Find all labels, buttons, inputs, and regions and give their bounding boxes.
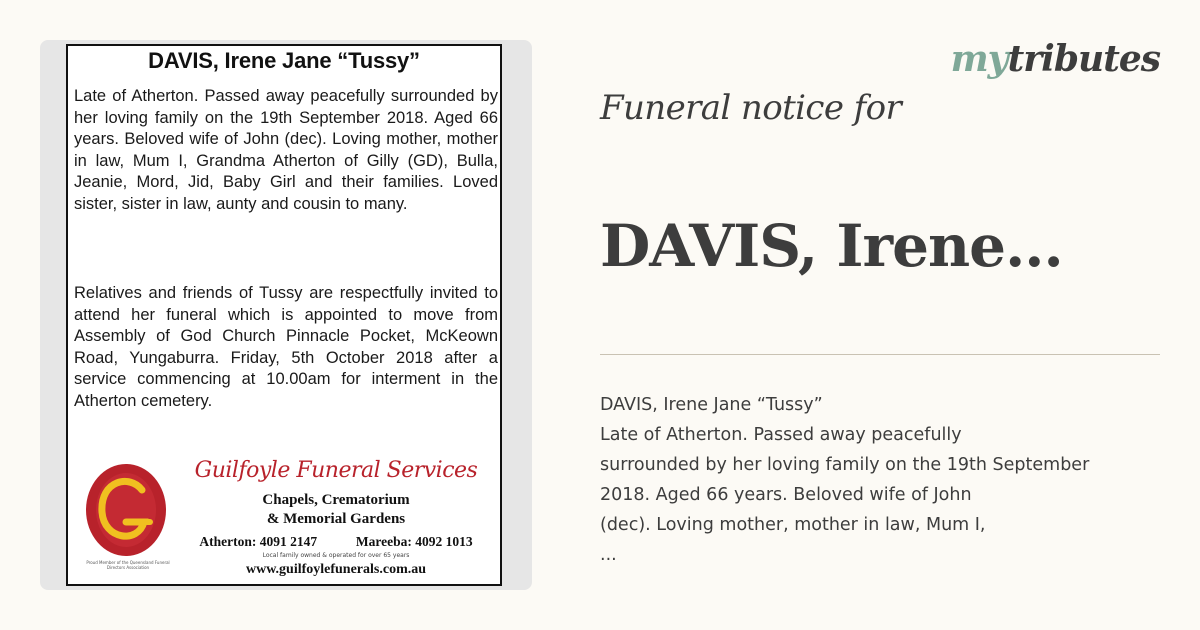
brand-line-2: & Memorial Gardens bbox=[266, 511, 406, 527]
notice-heading: DAVIS, Irene Jane “Tussy” bbox=[148, 48, 420, 73]
divider bbox=[600, 354, 1160, 355]
excerpt-ellipsis: ... bbox=[600, 545, 617, 565]
excerpt-line: 2018. Aged 66 years. Beloved wife of John bbox=[600, 485, 972, 505]
association-text: Proud Member of the Queensland Funeral Directors Association bbox=[86, 560, 170, 570]
notice-image-card[interactable] bbox=[40, 40, 532, 590]
newspaper-notice bbox=[66, 44, 502, 586]
excerpt-line: surrounded by her loving family on the 19th September bbox=[600, 455, 1090, 475]
excerpt-line: DAVIS, Irene Jane “Tussy” bbox=[600, 395, 823, 415]
funeral-services-advert bbox=[80, 452, 490, 580]
brand-small-print: Local family owned & operated for over 65 years bbox=[262, 552, 410, 559]
phone-mareeba: Mareeba: 4092 1013 bbox=[355, 534, 473, 549]
page-tagline: Funeral notice for bbox=[600, 88, 902, 128]
notice-paragraph-1: Late of Atherton. Passed away peacefully surrounded by her loving family on the 19th September 2018. Aged 66 years. Beloved wife of John (dec). Loving mother, mother in law, Mum I, Grandma Atherton of Gilly (GD), Bulla, Jeanie, Mord, Jid, Baby Girl and their families. Loved sister, sister in law, aunty and cousin to many. bbox=[74, 87, 498, 213]
phone-atherton: Atherton: 4091 2147 bbox=[199, 534, 318, 549]
brand-phones bbox=[180, 534, 492, 550]
notice-paragraph-2: Relatives and friends of Tussy are respectfully invited to attend her funeral which is appointed to move from Assembly of God Church Pinnacle Pocket, McKeown Road, Yungaburra. Friday, 5th October 2018 after a service commencing at 10.00am for interment in the Atherton cemetery. bbox=[74, 284, 498, 410]
logo-tributes: tributes bbox=[1007, 38, 1160, 80]
logo-my: my bbox=[950, 38, 1008, 80]
notice-excerpt bbox=[600, 390, 1160, 570]
excerpt-line: (dec). Loving mother, mother in law, Mum I, bbox=[600, 515, 986, 535]
brand-url: www.guilfoylefunerals.com.au bbox=[245, 562, 427, 577]
excerpt-line: Late of Atherton. Passed away peacefully bbox=[600, 425, 962, 445]
guilfoyle-g-logo-icon bbox=[80, 460, 176, 564]
mytributes-logo[interactable] bbox=[951, 38, 1160, 80]
brand-name: Guilfoyle Funeral Services bbox=[194, 458, 478, 483]
brand-line-1: Chapels, Crematorium bbox=[262, 492, 410, 508]
page-title: DAVIS, Irene... bbox=[600, 212, 1063, 280]
